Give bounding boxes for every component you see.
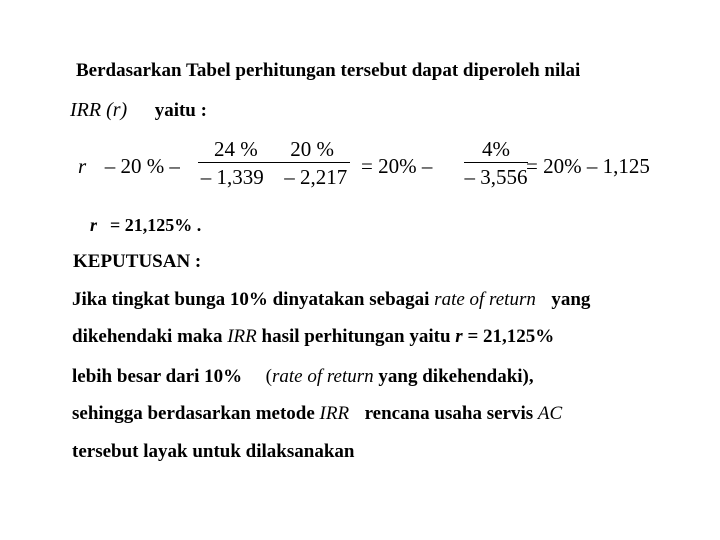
decision-heading: KEPUTUSAN :	[73, 251, 202, 272]
intro-line-1	[76, 60, 580, 82]
fraction-1-denominator: – 1,339 – 2,217	[200, 165, 348, 189]
result-value: = 21,125% .	[110, 215, 202, 235]
irr-term-2: IRR	[227, 326, 257, 347]
irr-term: IRR (r)	[70, 99, 128, 121]
decision-var-r: r	[455, 326, 463, 347]
decision-line-3: lebih besar dari 10% (rate of return yang dikehendaki),	[72, 366, 534, 387]
fraction-2-denominator: – 3,556	[464, 165, 528, 189]
result-var-r: r	[90, 215, 98, 235]
fraction-1	[198, 136, 350, 189]
ac-term: AC	[537, 403, 563, 424]
intro-text-1: Berdasarkan Tabel perhitungan tersebut dapat diperoleh nilai	[76, 60, 581, 81]
decision-line-2: dikehendaki maka IRR hasil perhitungan yaitu r = 21,125%	[72, 326, 555, 347]
decision-line-4: sehingga berdasarkan metode IRR rencana usaha servis AC	[72, 403, 563, 424]
eq-mid: = 20% –	[361, 154, 433, 178]
result-line	[90, 214, 201, 236]
fraction-2-numerator: 4%	[482, 137, 510, 161]
eq-var-r: r	[78, 154, 87, 178]
eq-lhs: – 20 % –	[104, 154, 180, 178]
fraction-2	[464, 136, 528, 189]
decision-line-5: tersebut layak untuk dilaksanakan	[72, 441, 355, 462]
intro-text-2: yaitu :	[154, 100, 207, 121]
rate-of-return-term-2: rate of return	[271, 366, 374, 387]
irr-term-3: IRR	[319, 403, 350, 424]
fraction-1-numerator: 24 % 20 %	[214, 137, 334, 161]
rate-of-return-term-1: rate of return	[434, 289, 536, 310]
eq-rhs: = 20% – 1,125	[526, 154, 650, 178]
decision-line-1: Jika tingkat bunga 10% dinyatakan sebagai rate of return yang	[72, 289, 591, 310]
intro-line-2	[70, 99, 207, 122]
